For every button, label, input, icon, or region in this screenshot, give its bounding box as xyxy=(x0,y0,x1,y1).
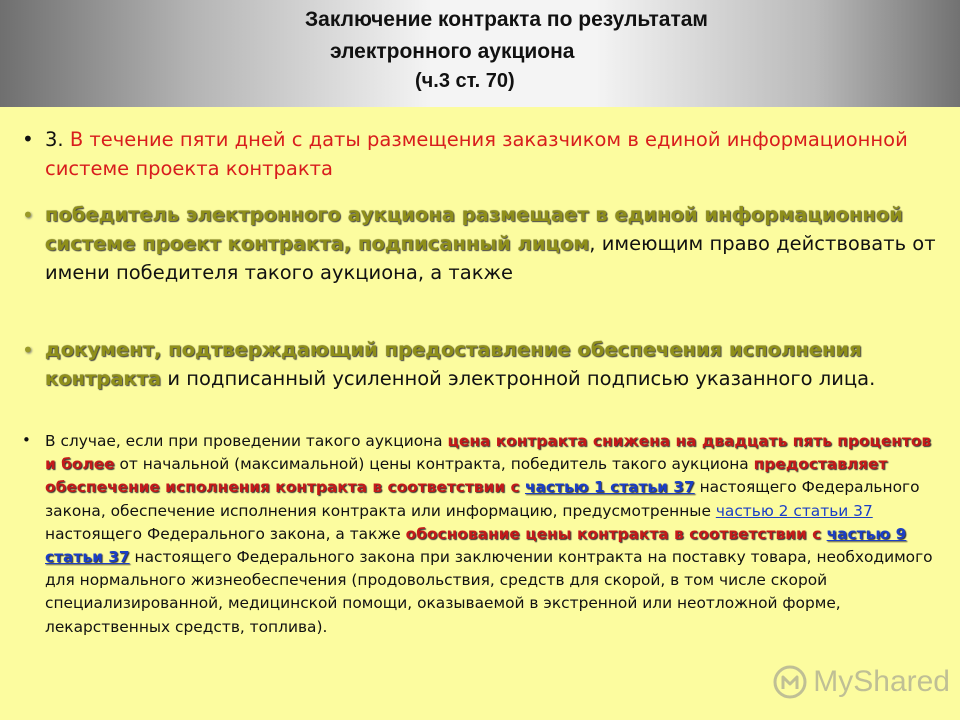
bullet-4: • xyxy=(22,431,31,449)
p4-text-2: от начальной (максимальной) цены контракта, победитель такого аукциона xyxy=(114,455,754,474)
p4-text-3: настоящего Федерального закона, обеспечение исполнения контракта или информацию, предусмотренные xyxy=(45,478,920,520)
link-part-9-article-37[interactable]: частью 9 статьи 37 xyxy=(45,524,907,567)
p4-highlight-price-justification: обоснование цены контракта в соответствии с xyxy=(405,524,827,543)
paragraph-2-bold-text: победитель электронного аукциона размещает в единой информационной системе проект контракта, подписанный лицом xyxy=(45,203,903,255)
paragraph-3 xyxy=(45,335,945,393)
paragraph-3-bold-text: документ, подтверждающий предоставление обеспечения исполнения контракта xyxy=(45,338,862,390)
slide-title-line-2: электронного аукциона xyxy=(330,40,575,63)
slide-body xyxy=(0,107,960,720)
p4-text-1: В случае, если при проведении такого аукциона xyxy=(45,432,448,450)
myshared-logo-icon xyxy=(773,665,807,699)
paragraph-1-red-text: В течение пяти дней с даты размещения заказчиком в единой информационной системе проекта контракта xyxy=(45,128,908,180)
bullet-3: • xyxy=(22,338,34,362)
bullet-1: • xyxy=(22,127,34,151)
bullet-2: • xyxy=(22,203,34,227)
slide-subtitle: (ч.3 ст. 70) xyxy=(415,70,515,92)
myshared-watermark xyxy=(773,662,950,702)
p4-highlight-price-reduction: цена контракта снижена на двадцать пять процентов и более xyxy=(45,432,932,474)
paragraph-2-text: , имеющим право действовать от имени победителя такого аукциона, а также xyxy=(45,232,936,284)
paragraph-1-number: 3. xyxy=(45,128,64,151)
slide-title-line-1: Заключение контракта по результатам xyxy=(305,8,708,31)
paragraph-1 xyxy=(45,125,925,183)
p4-highlight-provides-security: предоставляет обеспечение исполнения контракта в соответствии с xyxy=(45,455,888,497)
paragraph-2 xyxy=(45,200,945,287)
p4-text-5: настоящего Федерального закона при заключении контракта на поставку товара, необходимого для нормального жизнеобеспечения (продовольствия, средств для скорой, в том числе скорой специализированной, медицинской помощи, оказываемой в экстренной или неотложной форме, лекарственных средств, топлива). xyxy=(45,548,933,636)
paragraph-3-text: и подписанный усиленной электронной подписью указанного лица. xyxy=(161,367,876,390)
watermark-text: MyShared xyxy=(813,665,950,698)
slide-header xyxy=(0,0,960,107)
link-part-1-article-37[interactable]: частью 1 статьи 37 xyxy=(524,478,695,497)
p4-text-4: настоящего Федерального закона, а также xyxy=(45,524,406,543)
link-part-2-article-37[interactable]: частью 2 статьи 37 xyxy=(715,501,873,520)
paragraph-4 xyxy=(45,430,940,639)
